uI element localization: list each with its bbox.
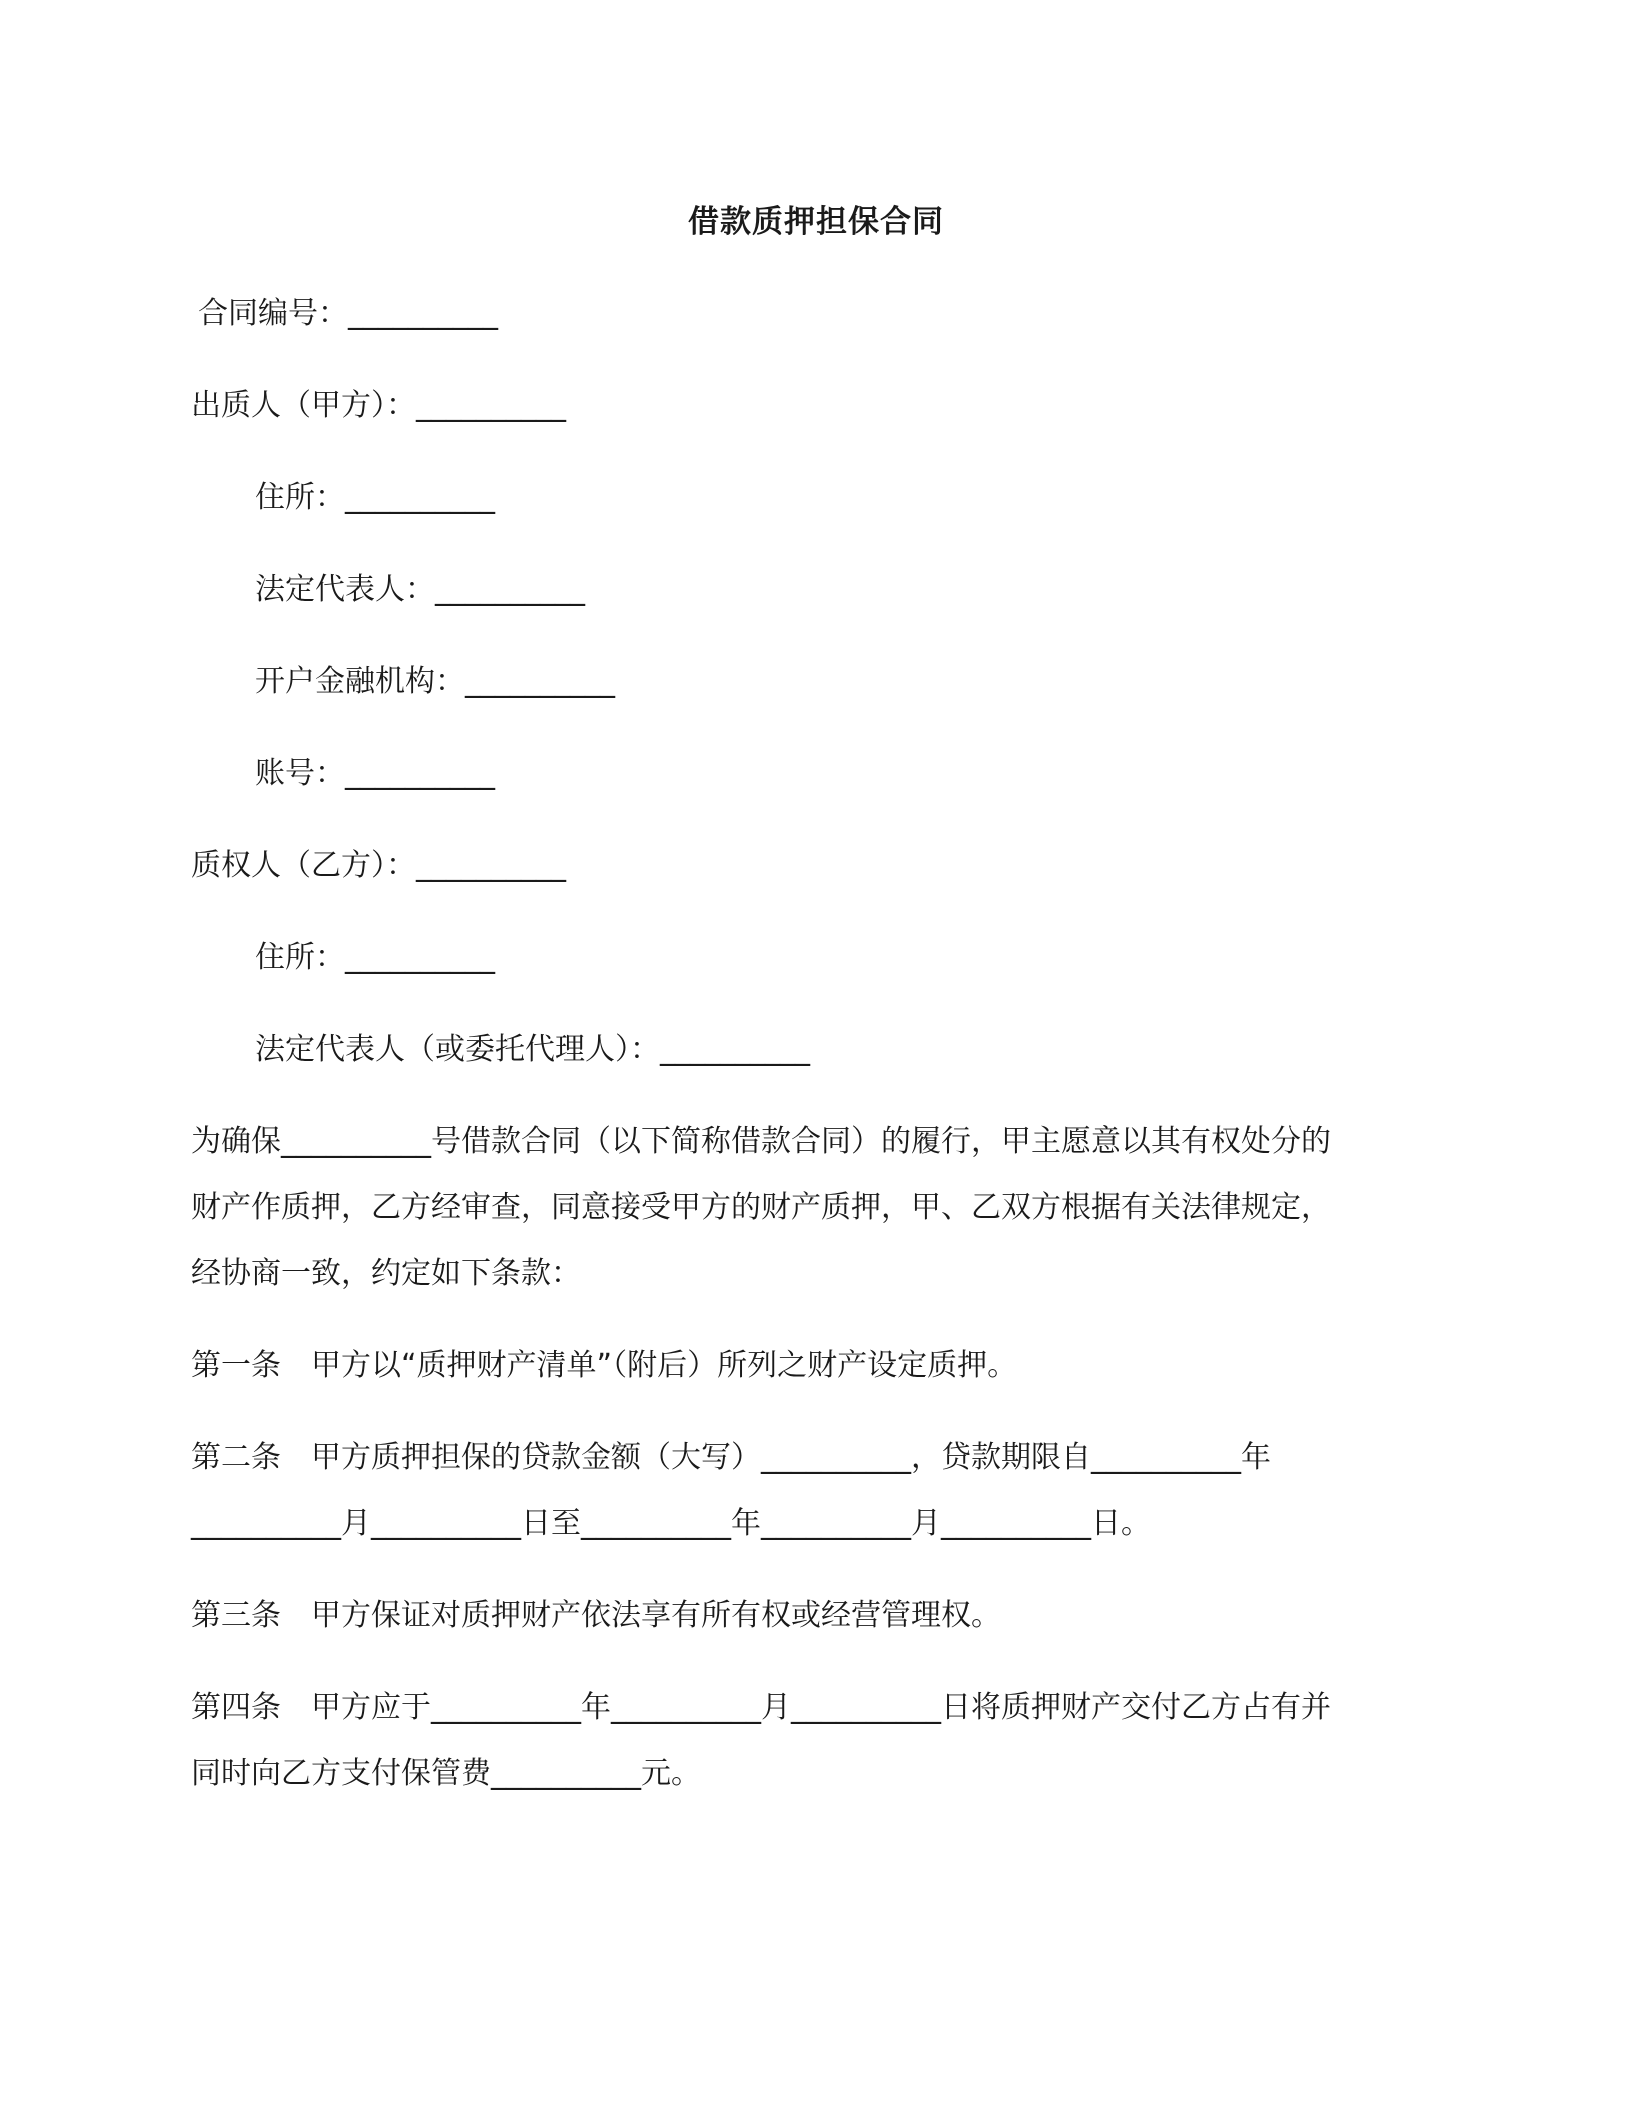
intro-line: 财产作质押，乙方经审查，同意接受甲方的财产质押，甲、乙双方根据有关法律规定， xyxy=(191,1190,1331,1225)
article-4-line: 同时向乙方支付保管费__________元。 xyxy=(191,1756,701,1791)
intro-line: 经协商一致，约定如下条款： xyxy=(191,1256,581,1291)
pledgee-address-field: 住所：__________ xyxy=(255,940,495,975)
document-title: 借款质押担保合同 xyxy=(688,204,944,240)
article-4-line: 第四条 甲方应于__________年__________月__________日将质押财产交付乙方占有并 xyxy=(191,1690,1331,1725)
contract-number-field: 合同编号：__________ xyxy=(198,296,498,331)
pledgor-field: 出质人（甲方）：__________ xyxy=(191,388,566,423)
pledgor-account-field: 账号：__________ xyxy=(255,756,495,791)
pledgor-address-field: 住所：__________ xyxy=(255,480,495,515)
pledgee-field: 质权人（乙方）：__________ xyxy=(191,848,566,883)
pledgee-legal-rep-field: 法定代表人（或委托代理人）：__________ xyxy=(255,1032,810,1067)
article-3-line: 第三条 甲方保证对质押财产依法享有所有权或经营管理权。 xyxy=(191,1598,1001,1633)
article-2-line: __________月__________日至__________年__________月__________日。 xyxy=(191,1506,1151,1541)
article-2-line: 第二条 甲方质押担保的贷款金额（大写）__________，贷款期限自__________年 xyxy=(191,1440,1271,1475)
intro-line: 为确保__________号借款合同（以下简称借款合同）的履行，甲主愿意以其有权处分的 xyxy=(191,1124,1331,1159)
pledgor-bank-field: 开户金融机构：__________ xyxy=(255,664,615,699)
pledgor-legal-rep-field: 法定代表人：__________ xyxy=(255,572,585,607)
article-1-line: 第一条 甲方以“质押财产清单”（附后）所列之财产设定质押。 xyxy=(191,1348,1018,1383)
